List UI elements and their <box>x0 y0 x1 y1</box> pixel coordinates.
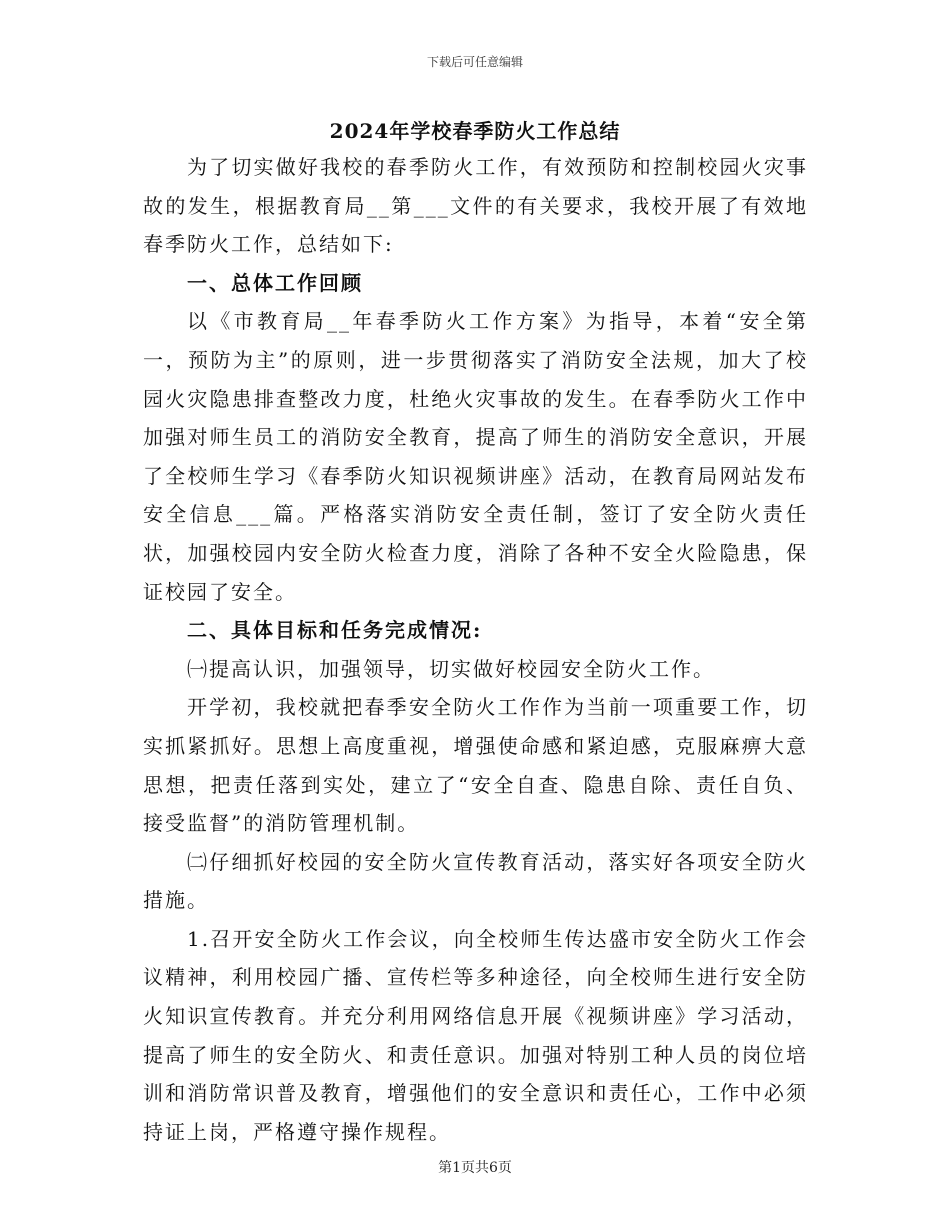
subsection-1-paragraph: 开学初，我校就把春季安全防火工作作为当前一项重要工作，切实抓紧抓好。思想上高度重视，增强使命感和紧迫感，克服麻痹大意思想，把责任落到实处，建立了“安全自查、隐患自除、责任自负、接受监督”的消防管理机制。 <box>143 695 808 836</box>
subsection-2: ㈡仔细抓好校园的安全防火宣传教育活动，落实好各项安全防火措施。 <box>143 849 808 913</box>
item-1-paragraph: 1.召开安全防火工作会议，向全校师生传达盛市安全防火工作会议精神，利用校园广播、宣传栏等多种途径，向全校师生进行安全防火知识宣传教育。并充分利用网络信息开展《视频讲座》学习活动，提高了师生的安全防火、和责任意识。加强对特别工种人员的岗位培训和消防常识普及教育，增强他们的安全意识和责任心，工作中必须持证上岗，严格遵守操作规程。 <box>143 926 808 1144</box>
section-heading-1: 一、总体工作回顾 <box>187 270 363 295</box>
intro-paragraph: 为了切实做好我校的春季防火工作，有效预防和控制校园火灾事故的发生，根据教育局__第___文件的有关要求，我校开展了有效地春季防火工作，总结如下: <box>143 155 808 257</box>
section-heading-2: 二、具体目标和任务完成情况: <box>187 618 483 643</box>
review-paragraph: 以《市教育局__年春季防火工作方案》为指导，本着“安全第一，预防为主”的原则，进一步贯彻落实了消防安全法规，加大了校园火灾隐患排查整改力度，杜绝火灾事故的发生。在春季防火工作中加强对师生员工的消防安全教育，提高了师生的消防安全意识，开展了全校师生学习《春季防火知识视频讲座》活动，在教育局网站发布安全信息___篇。严格落实消防安全责任制，签订了安全防火责任状，加强校园内安全防火检查力度，消除了各种不安全火险隐患，保证校园了安全。 <box>143 309 808 604</box>
document-title: 2024年学校春季防火工作总结 <box>329 119 621 143</box>
document-body <box>143 148 808 1151</box>
page-footer: 第1页共6页 <box>438 1160 512 1176</box>
page-header: 下载后可任意编辑 <box>426 55 523 69</box>
subsection-1: ㈠提高认识，加强领导，切实做好校园安全防火工作。 <box>187 656 715 681</box>
